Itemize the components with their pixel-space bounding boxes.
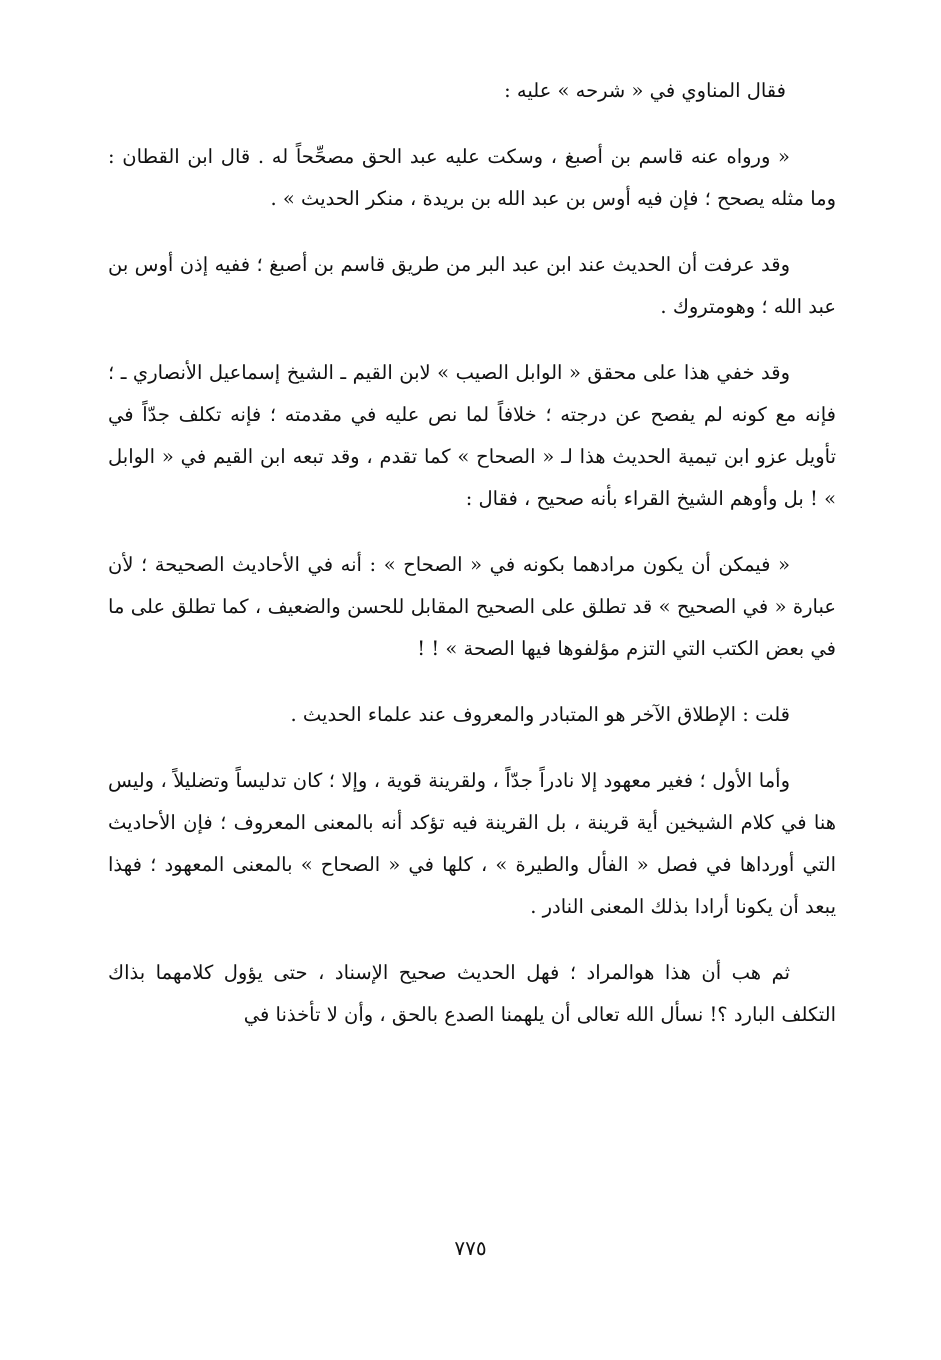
paragraph-amma-al-awwal: وأما الأول ؛ فغير معهود إلا نادراً جدّاً ، ولقرينة قوية ، وإلا ؛ كان تدليساً وتضليلاً ، وليس هنا في كلام الشيخين أية قرينة ، بل القرينة فيه تؤكد أنه بالمعنى المعروف ؛ فإن الأحاديث التي أورداها في فصل « الفأل والطيرة » ، كلها في « الصحاح » بالمعنى المعهود ؛ فهذا يبعد أن يكونا أرادا بذلك المعنى النادر . <box>108 769 836 918</box>
page-number: ٧٧٥ <box>454 1236 487 1260</box>
paragraph-aws-matruk: وقد عرفت أن الحديث عند ابن عبد البر من طريق قاسم بن أصبغ ؛ ففيه إذن أوس بن عبد الله ؛ وهومتروك . <box>108 253 836 318</box>
page-body <box>108 70 836 1036</box>
paragraph-intro: فقال المناوي في « شرحه » عليه : <box>504 79 786 102</box>
paragraph-thumma-hab: ثم هب أن هذا هوالمراد ؛ فهل الحديث صحيح الإسناد ، حتى يؤول كلامهما بذاك التكلف البارد ؟! نسأل الله تعالى أن يلهمنا الصدع بالحق ، وأن لا تأخذنا في <box>108 961 836 1026</box>
paragraph-quote-sihah: « فيمكن أن يكون مرادهما بكونه في « الصحاح » : أنه في الأحاديث الصحيحة ؛ لأن عبارة « في الصحيح » قد تطلق على الصحيح المقابل للحسن والضعيف ، كما تطلق على ما في بعض الكتب التي التزم مؤلفوها فيها الصحة » ! ! <box>108 553 836 660</box>
paragraph-muhaqqiq: وقد خفي هذا على محقق « الوابل الصيب » لابن القيم ـ الشيخ إسماعيل الأنصاري ـ ؛ فإنه مع كونه لم يفصح عن درجته ؛ خلافاً لما نص عليه في مقدمته ؛ فإنه تكلف جدّاً في تأويل عزو ابن تيمية الحديث هذا لـ « الصحاح » كما تقدم ، وقد تبعه ابن القيم في « الوابل » ! بل وأوهم الشيخ القراء بأنه صحيح ، فقال : <box>108 361 836 510</box>
paragraph-quote-qattan: « ورواه عنه قاسم بن أصبغ ، وسكت عليه عبد الحق مصحِّحاً له . قال ابن القطان : وما مثله يصحح ؛ فإن فيه أوس بن عبد الله بن بريدة ، منكر الحديث » . <box>108 145 836 210</box>
paragraph-qultu: قلت : الإطلاق الآخر هو المتبادر والمعروف عند علماء الحديث . <box>290 703 790 726</box>
